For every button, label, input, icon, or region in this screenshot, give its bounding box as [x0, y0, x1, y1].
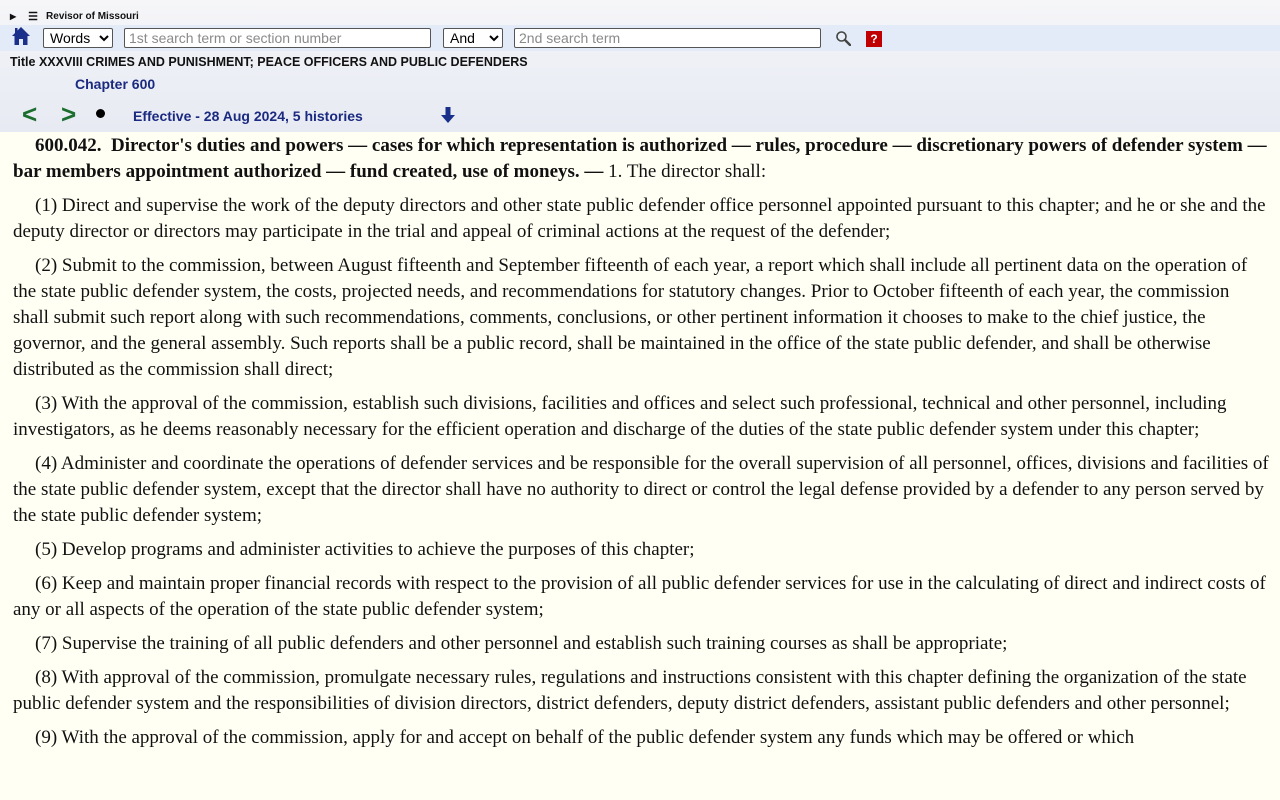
section-intro: 1. The director shall:	[608, 161, 767, 182]
subsection-item: (9) With the approval of the commission, apply for and accept on behalf of the public defender system any funds which may be offered or which	[35, 727, 1135, 748]
expand-triangle-icon[interactable]: ▶	[10, 11, 17, 21]
section-heading-paragraph	[13, 133, 1269, 185]
effective-date-link[interactable]: Effective - 28 Aug 2024, 5 histories	[133, 108, 363, 124]
home-icon[interactable]	[11, 26, 31, 46]
site-title[interactable]: Revisor of Missouri	[46, 10, 139, 22]
subsection-item: (7) Supervise the training of all public defenders and other personnel and establish such training courses as shall be appropriate;	[35, 633, 1008, 654]
section-number: 600.042.	[35, 135, 102, 156]
search-logic-select[interactable]	[443, 28, 503, 48]
section-heading: Director's duties and powers — cases for which representation is authorized — rules, procedure — discretionary powers of defender system — bar members appointment authorized — fund created, use of moneys. —	[13, 135, 1267, 182]
subsection-item: (4) Administer and coordinate the operations of defender services and be responsible for the overall supervision of all personnel, offices, divisions and facilities of the state public defender system, except that the director shall have no authority to direct or control the legal defense provided by a defender to any person served by the state public defender system;	[13, 453, 1269, 526]
current-section-dot-icon[interactable]	[96, 109, 105, 118]
section-navigation	[0, 100, 1280, 130]
search-bar	[0, 25, 1280, 51]
top-bar	[0, 0, 1280, 132]
subsection-item: (8) With approval of the commission, promulgate necessary rules, regulations and instructions consistent with this chapter defining the organization of the state public defender system and the responsibilities of division directors, district defenders, deputy district defenders, assistant public defenders and other personnel;	[13, 667, 1247, 714]
help-icon[interactable]: ?	[866, 31, 882, 47]
chapter-link[interactable]: Chapter 600	[75, 76, 156, 92]
first-search-term-input[interactable]	[124, 28, 431, 48]
search-icon[interactable]	[835, 30, 851, 46]
down-arrow-icon[interactable]	[439, 106, 457, 124]
search-mode-select[interactable]	[43, 28, 113, 48]
subsection-item: (6) Keep and maintain proper financial records with respect to the provision of all public defender services for use in the calculating of direct and indirect costs of any or all aspects of the operation of the state public defender system;	[13, 573, 1266, 620]
subsection-item: (3) With the approval of the commission, establish such divisions, facilities and offices and select such professional, technical and other personnel, including investigators, as he deems reasonably necessary for the efficient operation and discharge of the duties of the state public defender system under this chapter;	[13, 393, 1227, 440]
title-heading: Title XXXVIII CRIMES AND PUNISHMENT; PEACE OFFICERS AND PUBLIC DEFENDERS	[10, 55, 528, 69]
next-section-button[interactable]: >	[61, 99, 77, 129]
subsection-item: (2) Submit to the commission, between August fifteenth and September fifteenth of each year, a report which shall include all pertinent data on the operation of the state public defender system, the costs, projected needs, and recommendations for statutory changes. Prior to October fifteenth of each year, the commission shall submit such report along with such recommendations, comments, conclusions, or other pertinent information it chooses to make to the chief justice, the governor, and the general assembly. Such reports shall be a public record, shall be maintained in the office of the state public defender, and shall be otherwise distributed as the commission shall direct;	[13, 255, 1248, 380]
brand-row	[10, 9, 139, 23]
previous-section-button[interactable]: <	[22, 99, 38, 129]
second-search-term-input[interactable]	[514, 28, 821, 48]
subsection-item: (5) Develop programs and administer activities to achieve the purposes of this chapter;	[35, 539, 695, 560]
menu-icon[interactable]: ☰	[28, 10, 39, 23]
subsection-item: (1) Direct and supervise the work of the deputy directors and other state public defender office personnel appointed pursuant to this chapter; and he or she and the deputy director or directors may participate in the trial and appeal of criminal actions at the request of the defender;	[13, 195, 1266, 242]
statute-text	[13, 132, 1269, 759]
